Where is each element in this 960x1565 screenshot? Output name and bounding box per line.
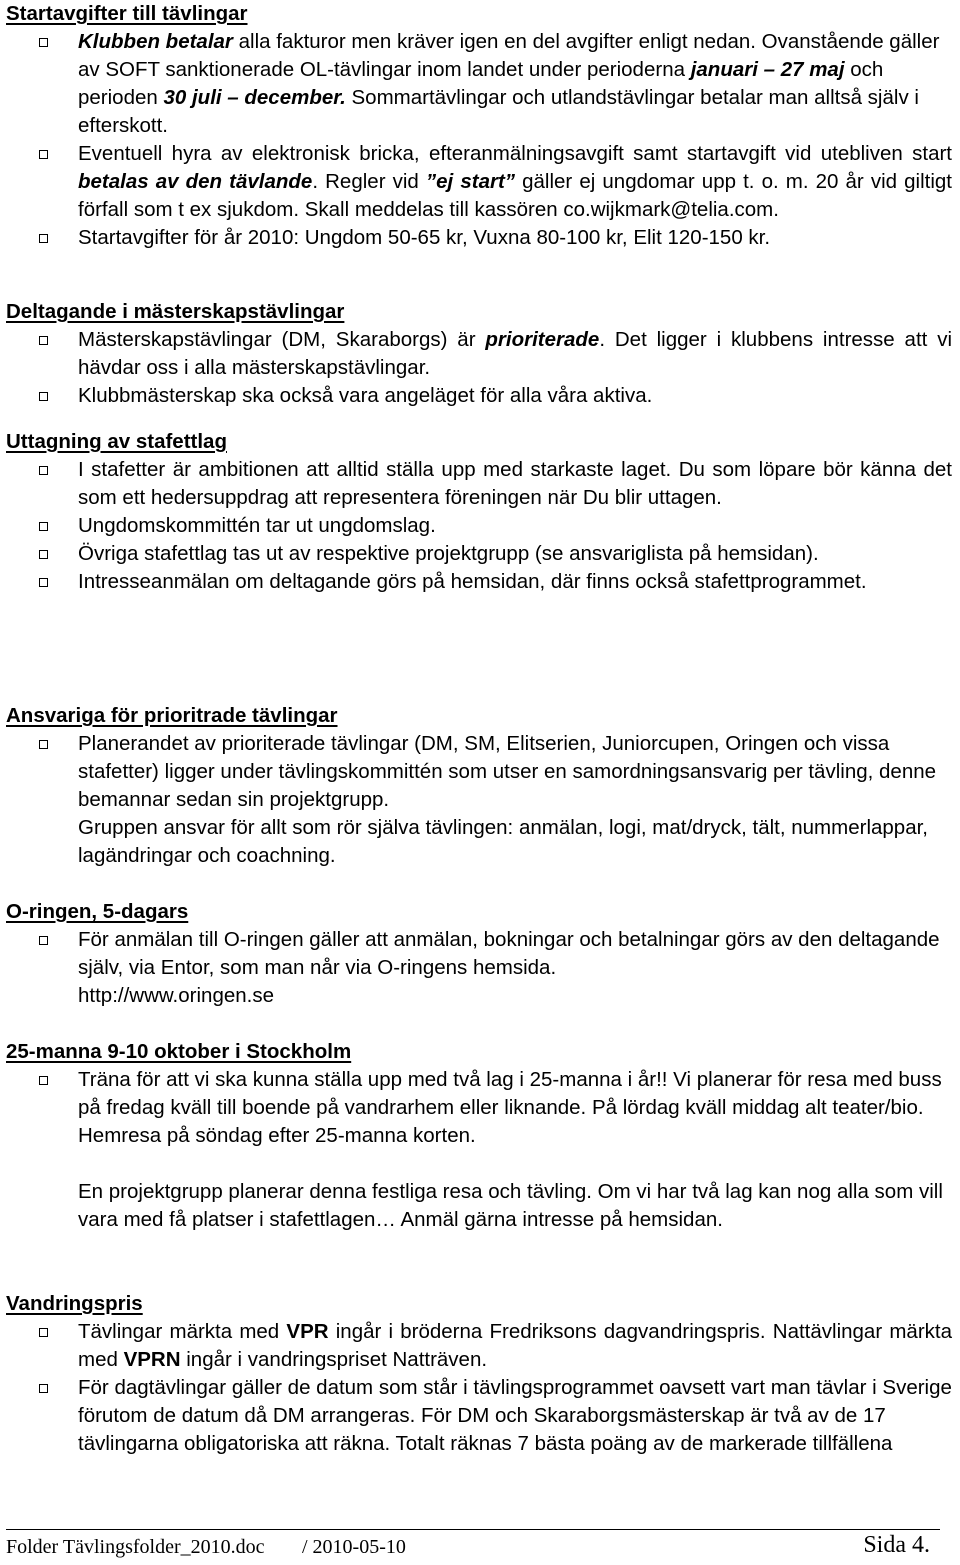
section-heading: Vandringspris [6,1292,143,1315]
square-bullet-icon [39,466,48,475]
emphasis-text: VPR [286,1320,329,1343]
footer-date: / 2010-05-10 [302,1536,406,1558]
body-text: Planerandet av prioriterade tävlingar (DM, SM, Elitserien, Juniorcupen, Oringen och vissa stafetter) ligger under tävlingskommittén som utser en samordningsansvarig per tävling, denne bemannar sedan sin projektgrupp. [78,732,937,811]
body-text: . Regler vid [312,170,426,193]
list-item [6,730,952,870]
square-bullet-icon [39,740,48,749]
list-item [6,568,952,596]
body-text: För dagtävlingar gäller de datum som står i tävlingsprogrammet oavsett vart man tävlar i Sverige förutom de datum då DM arrangeras. För DM och Skaraborgsmästerskap är två av de 17 tävlingarna obligatoriska att räkna. Totalt räknas 7 bästa poäng av de markerade tillfällena [78,1376,952,1455]
body-text: I stafetter är ambitionen att alltid ställa upp med starkaste laget. Du som löpare bör känna det som ett hedersuppdrag att representera föreningen när Du blir uttagen. [78,458,952,509]
body-text: Startavgifter för år 2010: Ungdom 50-65 kr, Vuxna 80-100 kr, Elit 120-150 kr. [78,226,771,249]
square-bullet-icon [39,1328,48,1337]
list-item [6,1318,952,1374]
emphasis-text: prioriterade [485,328,600,351]
section-startavgifter [6,0,952,252]
list-item [6,28,952,140]
section-heading: Deltagande i mästerskapstävlingar [6,300,345,323]
footer-document-name: Folder Tävlingsfolder_2010.doc [6,1536,265,1558]
section-heading: Ansvariga för prioritrade tävlingar [6,704,338,727]
oringen-link[interactable]: http://www.oringen.se [78,984,274,1007]
body-text: Sommartävlingar och utlandstävlingar betalar man alltså själv i efterskott. [78,86,919,137]
body-text: . Det ligger i klubbens intresse att vi hävdar oss i alla mästerskapstävlingar. [78,328,952,379]
emphasis-text: ”ej start” [425,170,516,193]
page-number: Sida 4. [863,1532,930,1558]
body-text: och perioden [78,58,884,109]
section-heading: O-ringen, 5-dagars [6,900,189,923]
list-item [6,140,952,224]
list-item [6,540,952,568]
square-bullet-icon [39,234,48,243]
square-bullet-icon [39,38,48,47]
square-bullet-icon [39,336,48,345]
list-item [6,382,952,410]
square-bullet-icon [39,150,48,159]
square-bullet-icon [39,522,48,531]
section-oringen [6,898,952,1010]
body-text: Gruppen ansvar för allt som rör själva tävlingen: anmälan, logi, mat/dryck, tält, nummerlappar, lagändringar och coachning. [78,816,928,867]
square-bullet-icon [39,578,48,587]
body-text: Intresseanmälan om deltagande görs på hemsidan, där finns också stafettprogrammet. [78,570,867,593]
list-item [6,1066,952,1234]
body-text: Ungdomskommittén tar ut ungdomslag. [78,514,436,537]
body-text: gäller ej ungdomar upp t. o. m. 20 år vid giltigt förfall som t ex sjukdom. Skall meddelas till kassören co.wijkmark@telia.com. [78,170,952,221]
section-heading: Uttagning av stafettlag [6,430,227,453]
section-masterskap [6,298,952,410]
body-text: ingår i vandringspriset Natträven. [180,1348,488,1371]
list-item [6,456,952,512]
square-bullet-icon [39,936,48,945]
body-text: Klubbmästerskap ska också vara angeläget för alla våra aktiva. [78,384,653,407]
emphasis-text: VPRN [123,1348,181,1371]
emphasis-text: januari – 27 maj [690,58,845,81]
square-bullet-icon [39,392,48,401]
section-25manna [6,1038,952,1234]
body-text: ingår i bröderna Fredriksons dagvandringspris. Nattävlingar märkta med [78,1320,952,1371]
body-text: En projektgrupp planerar denna festliga resa och tävling. Om vi har två lag kan nog alla som vill vara med få platser i stafettlagen… Anmäl gärna intresse på hemsidan. [78,1180,943,1231]
body-text: Mästerskapstävlingar (DM, Skaraborgs) är [78,328,486,351]
body-text: För anmälan till O-ringen gäller att anmälan, bokningar och betalningar görs av den deltagande själv, via Entor, som man når via O-ringens hemsida. [78,928,940,979]
list-item [6,326,952,382]
section-ansvariga [6,702,952,870]
list-item [6,224,952,252]
emphasis-text: 30 juli – december. [163,86,346,109]
square-bullet-icon [39,550,48,559]
section-heading: Startavgifter till tävlingar [6,2,248,25]
page-footer [6,1529,940,1562]
section-stafettlag [6,428,952,596]
emphasis-text: betalas av den tävlande [78,170,313,193]
list-item [6,1374,952,1458]
list-item [6,926,952,1010]
section-vandringspris [6,1290,952,1458]
list-item [6,512,952,540]
square-bullet-icon [39,1384,48,1393]
body-text: Träna för att vi ska kunna ställa upp med två lag i 25-manna i år!! Vi planerar för resa med buss på fredag kväll till boende på vandrarhem eller liknande. På lördag kväll middag alt teater/bio. Hemresa på söndag efter 25-manna korten. [78,1068,942,1147]
emphasis-text: Klubben betalar [78,30,233,53]
body-text: Övriga stafettlag tas ut av respektive projektgrupp (se ansvariglista på hemsidan). [78,542,819,565]
body-text: Tävlingar märkta med [78,1320,287,1343]
square-bullet-icon [39,1076,48,1085]
section-heading: 25-manna 9-10 oktober i Stockholm [6,1040,352,1063]
body-text: alla fakturor men kräver igen en del avgifter enligt nedan. Ovanstående gäller av SOFT sanktionerade OL-tävlingar inom landet under perioderna [78,30,940,81]
body-text: Eventuell hyra av elektronisk bricka, efteranmälningsavgift samt startavgift vid utebliven start [78,142,952,165]
